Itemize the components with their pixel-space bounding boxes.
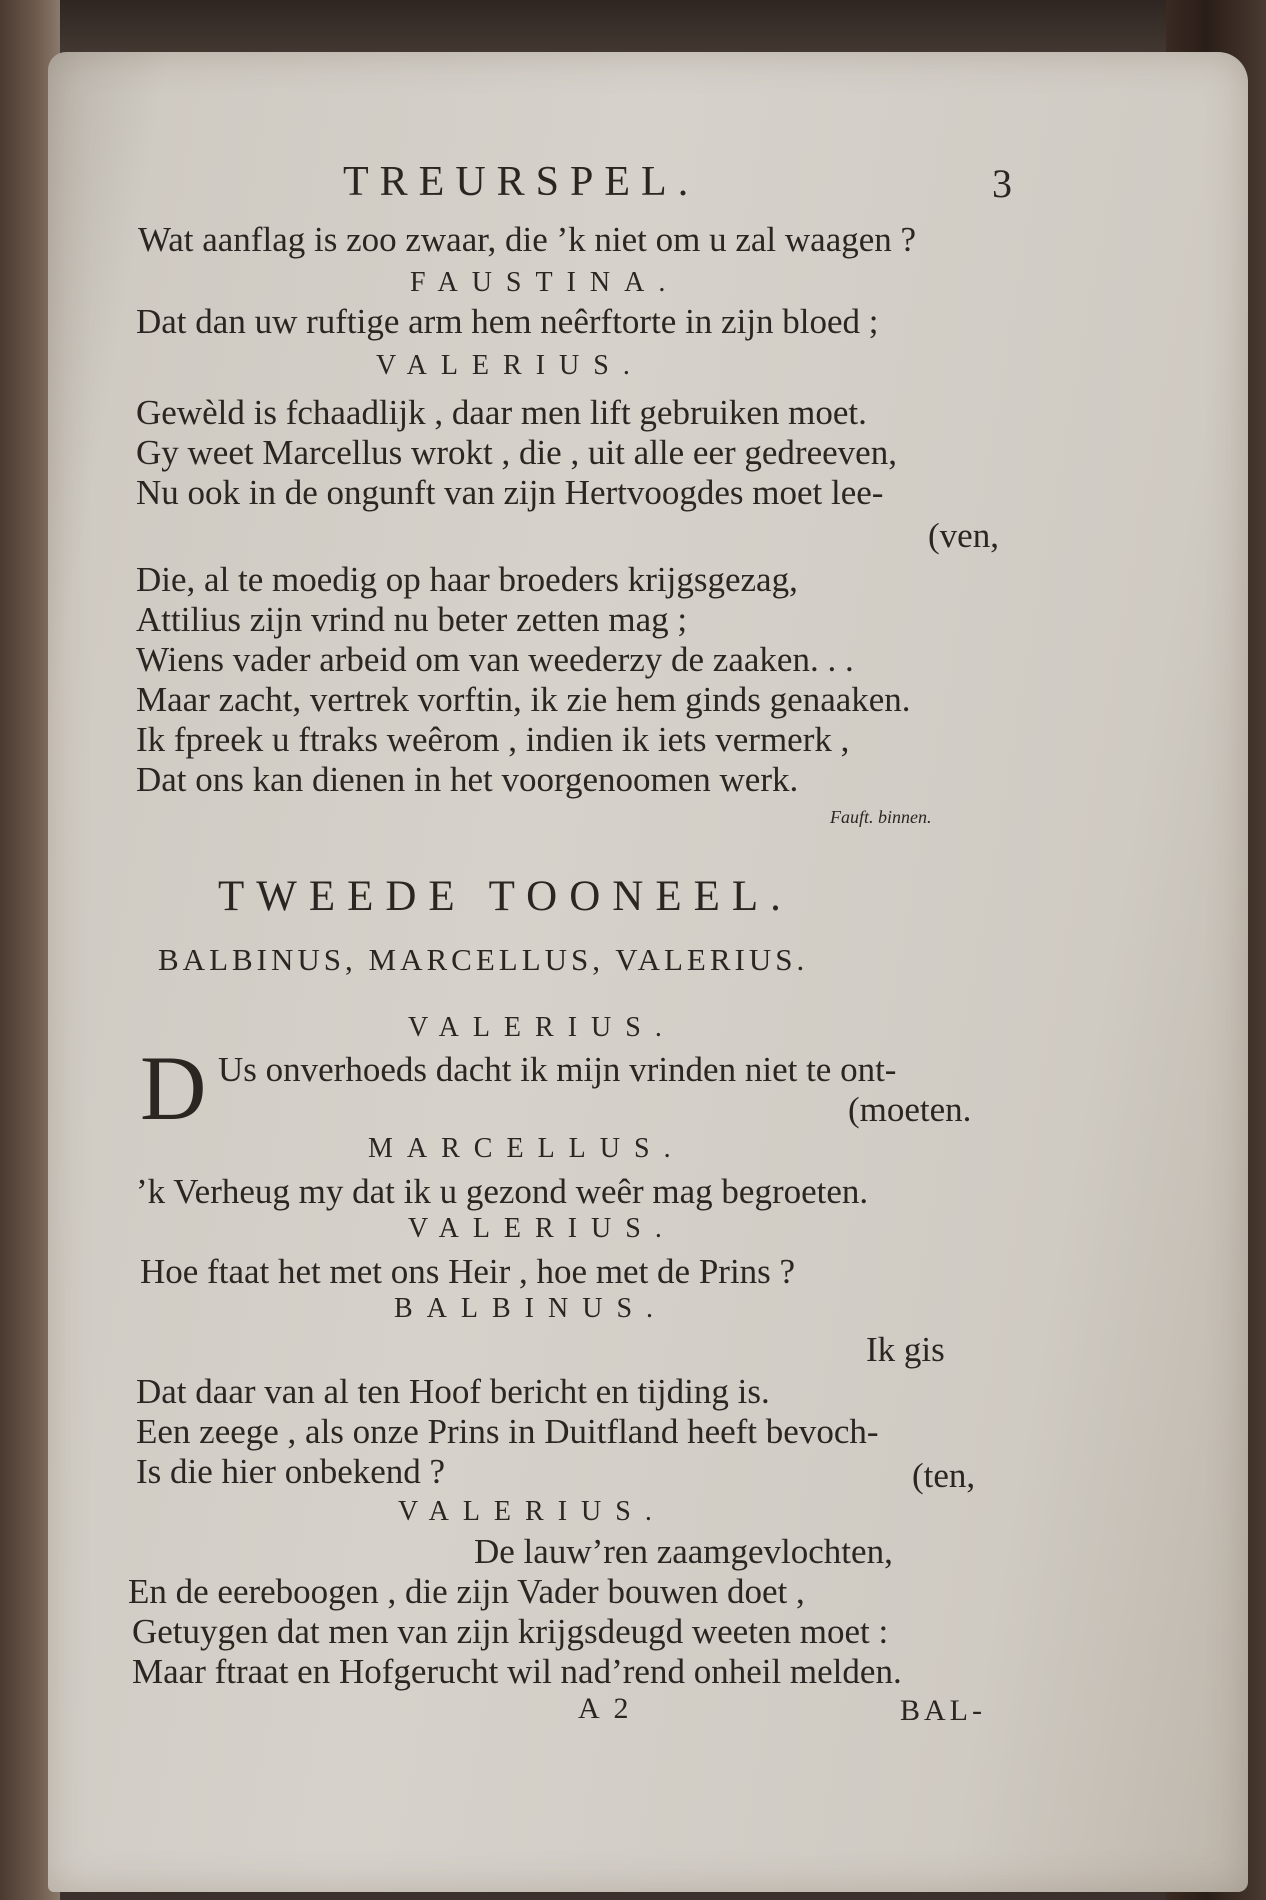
verse-line: Getuygen dat men van zijn krijgsdeugd weeten moet :	[132, 1612, 889, 1651]
verse-line: Us onverhoeds dacht ik mijn vrinden niet te ont-	[218, 1050, 897, 1089]
verse-line: Ik fpreek u ftraks weêrom , indien ik iets vermerk ,	[136, 720, 850, 759]
verse-line: Die, al te moedig op haar broeders krijgsgezag,	[136, 560, 798, 599]
stage-direction: Fauft. binnen.	[830, 807, 932, 827]
verse-line: Hoe ftaat het met ons Heir , hoe met de Prins ?	[140, 1252, 796, 1291]
verse-line: Ik gis	[866, 1330, 945, 1369]
verse-line: Dat dan uw ruftige arm hem neêrftorte in zijn bloed ;	[136, 302, 879, 341]
drop-capital: D	[140, 1037, 207, 1139]
speaker-name: VALERIUS.	[408, 1012, 676, 1043]
scene-title: TWEEDE TOONEEL.	[218, 873, 793, 920]
verse-line: Attilius zijn vrind nu beter zetten mag ;	[136, 600, 688, 639]
verse-line-turnover: (ten,	[912, 1456, 976, 1495]
verse-line: Nu ook in de ongunft van zijn Hertvoogdes moet lee-	[136, 473, 884, 512]
signature-mark: A 2	[578, 1692, 633, 1725]
speaker-name: FAUSTINA.	[410, 267, 680, 298]
dramatis-personae: BALBINUS, MARCELLUS, VALERIUS.	[158, 942, 809, 977]
verse-line: Is die hier onbekend ?	[136, 1452, 446, 1491]
verse-line: ’k Verheug my dat ik u gezond weêr mag begroeten.	[136, 1172, 869, 1211]
verse-line: Dat daar van al ten Hoof bericht en tijding is.	[136, 1372, 770, 1411]
verse-line: Wat aanflag is zoo zwaar, die ’k niet om u zal waagen ?	[138, 220, 917, 259]
speaker-name: VALERIUS.	[398, 1496, 666, 1527]
speaker-name: VALERIUS.	[376, 350, 644, 381]
page-number: 3	[992, 161, 1012, 206]
verse-line-turnover: (moeten.	[848, 1090, 972, 1129]
verse-line: Maar ftraat en Hofgerucht wil nad’rend onheil melden.	[132, 1652, 902, 1691]
verse-line: Maar zacht, vertrek vorftin, ik zie hem ginds genaaken.	[136, 680, 911, 719]
running-title: TREURSPEL.	[343, 159, 700, 205]
verse-line-turnover: (ven,	[928, 516, 999, 555]
verse-line: En de eereboogen , die zijn Vader bouwen doet ,	[128, 1572, 805, 1611]
verse-line: Een zeege , als onze Prins in Duitfland heeft bevoch-	[136, 1412, 879, 1451]
verse-line: Dat ons kan dienen in het voorgenoomen werk.	[136, 760, 799, 799]
verse-line: Gy weet Marcellus wrokt , die , uit alle eer gedreeven,	[136, 433, 897, 472]
verse-line: Wiens vader arbeid om van weederzy de zaaken. . .	[136, 640, 854, 679]
verse-line: De lauw’ren zaamgevlochten,	[474, 1532, 893, 1571]
speaker-name: MARCELLUS.	[368, 1133, 685, 1164]
verse-line: Gewèld is fchaadlijk , daar men lift gebruiken moet.	[136, 393, 867, 432]
speaker-name: VALERIUS.	[408, 1213, 676, 1244]
speaker-name: BALBINUS.	[394, 1293, 668, 1324]
catchword: BAL-	[900, 1694, 986, 1727]
